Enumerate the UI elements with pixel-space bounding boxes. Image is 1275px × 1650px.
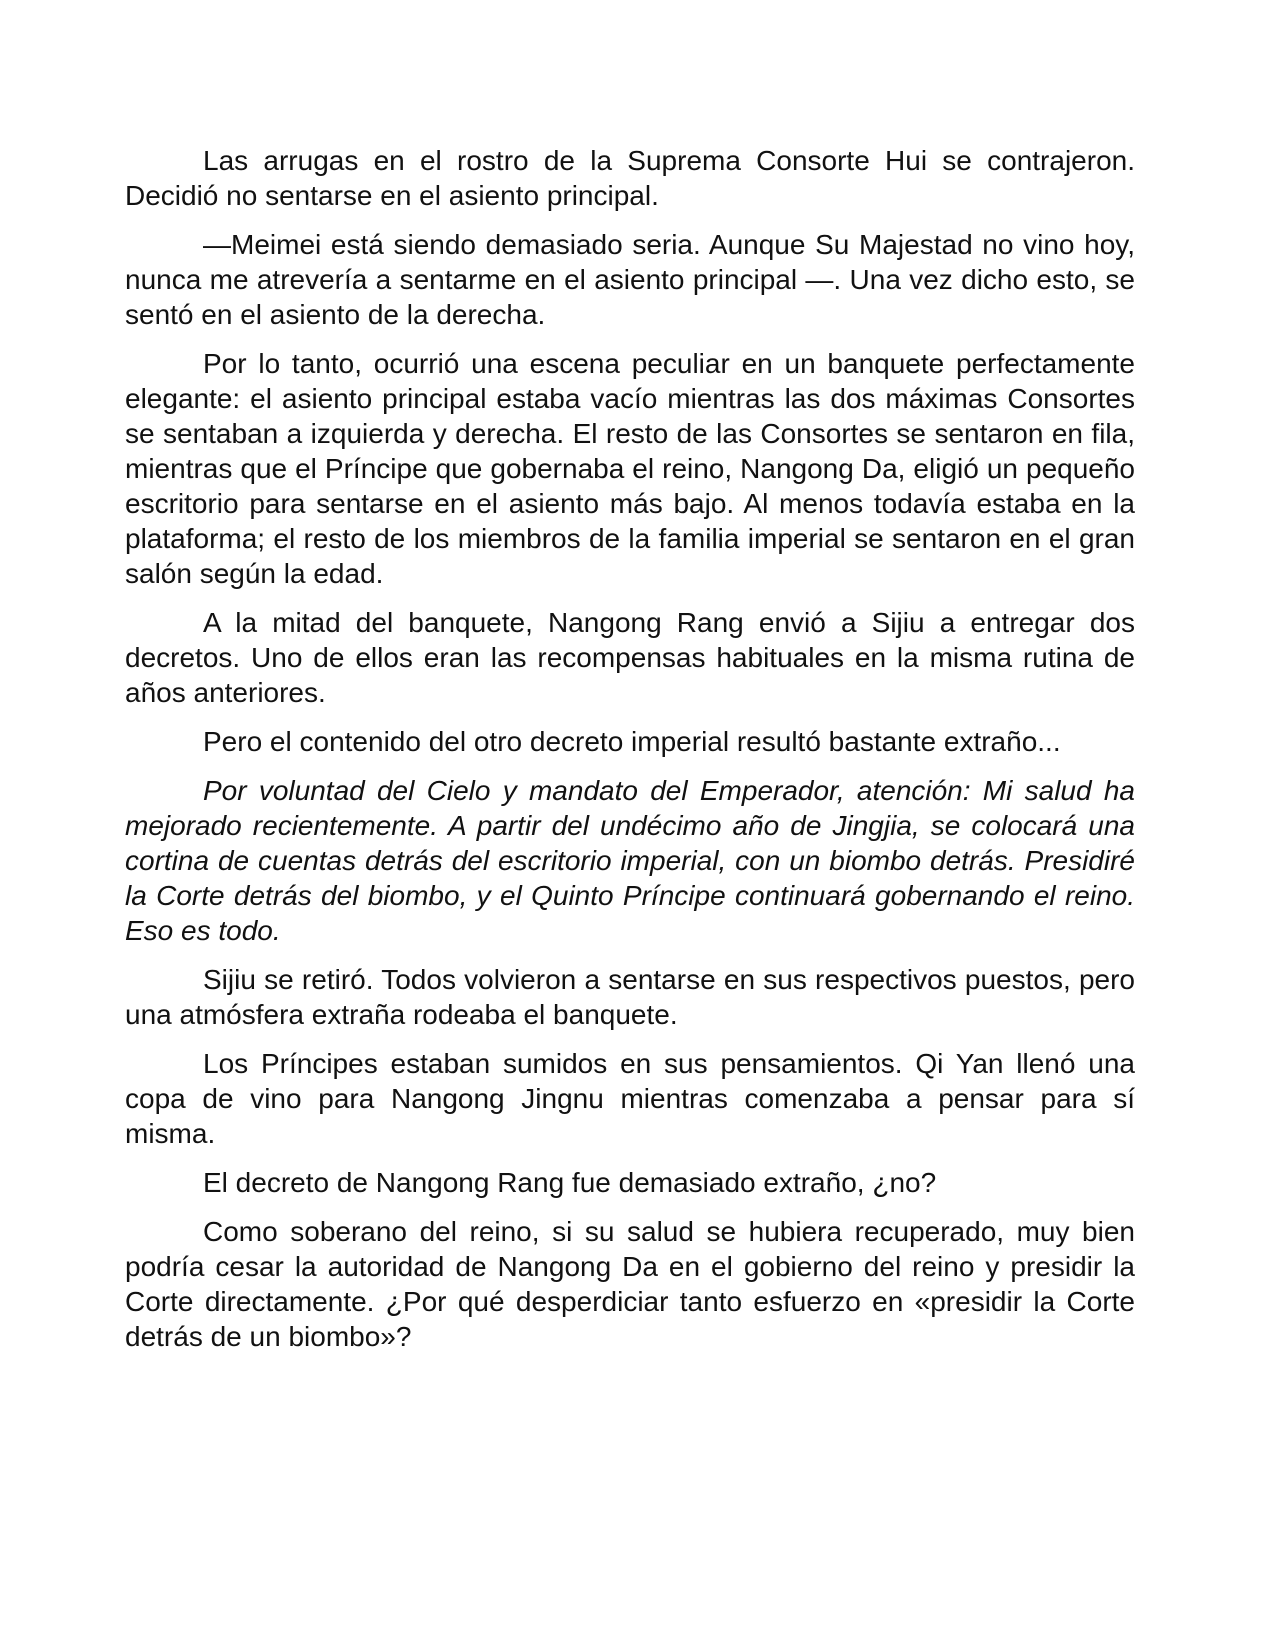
paragraph-2: —Meimei está siendo demasiado seria. Aunque Su Majestad no vino hoy, nunca me atrevería a sentarme en el asiento principal —. Una vez dicho esto, se sentó en el asiento de la derecha. xyxy=(125,229,1135,330)
paragraph-1: Las arrugas en el rostro de la Suprema Consorte Hui se contrajeron. Decidió no sentarse en el asiento principal. xyxy=(125,145,1135,211)
document-page xyxy=(125,143,1135,1368)
decree-paragraph: Por voluntad del Cielo y mandato del Emperador, atención: Mi salud ha mejorado recientemente. A partir del undécimo año de Jingjia, se colocará una cortina de cuentas detrás del escritorio imperial, con un biombo detrás. Presidiré la Corte detrás del biombo, y el Quinto Príncipe continuará gobernando el reino. Eso es todo. xyxy=(125,775,1135,946)
paragraph-9: El decreto de Nangong Rang fue demasiado extraño, ¿no? xyxy=(203,1167,937,1198)
paragraph-3: Por lo tanto, ocurrió una escena peculiar en un banquete perfectamente elegante: el asiento principal estaba vacío mientras las dos máximas Consortes se sentaban a izquierda y derecha. El resto de las Consortes se sentaron en fila, mientras que el Príncipe que gobernaba el reino, Nangong Da, eligió un pequeño escritorio para sentarse en el asiento más bajo. Al menos todavía estaba en la plataforma; el resto de los miembros de la familia imperial se sentaron en el gran salón según la edad. xyxy=(125,348,1135,589)
paragraph-10: Como soberano del reino, si su salud se hubiera recuperado, muy bien podría cesar la autoridad de Nangong Da en el gobierno del reino y presidir la Corte directamente. ¿Por qué desperdiciar tanto esfuerzo en «presidir la Corte detrás de un biombo»? xyxy=(125,1216,1135,1352)
paragraph-5: Pero el contenido del otro decreto imperial resultó bastante extraño... xyxy=(203,726,1061,757)
paragraph-8: Los Príncipes estaban sumidos en sus pensamientos. Qi Yan llenó una copa de vino para Nangong Jingnu mientras comenzaba a pensar para sí misma. xyxy=(125,1048,1135,1149)
paragraph-7: Sijiu se retiró. Todos volvieron a sentarse en sus respectivos puestos, pero una atmósfera extraña rodeaba el banquete. xyxy=(125,964,1135,1030)
paragraph-4: A la mitad del banquete, Nangong Rang envió a Sijiu a entregar dos decretos. Uno de ellos eran las recompensas habituales en la misma rutina de años anteriores. xyxy=(125,607,1135,708)
